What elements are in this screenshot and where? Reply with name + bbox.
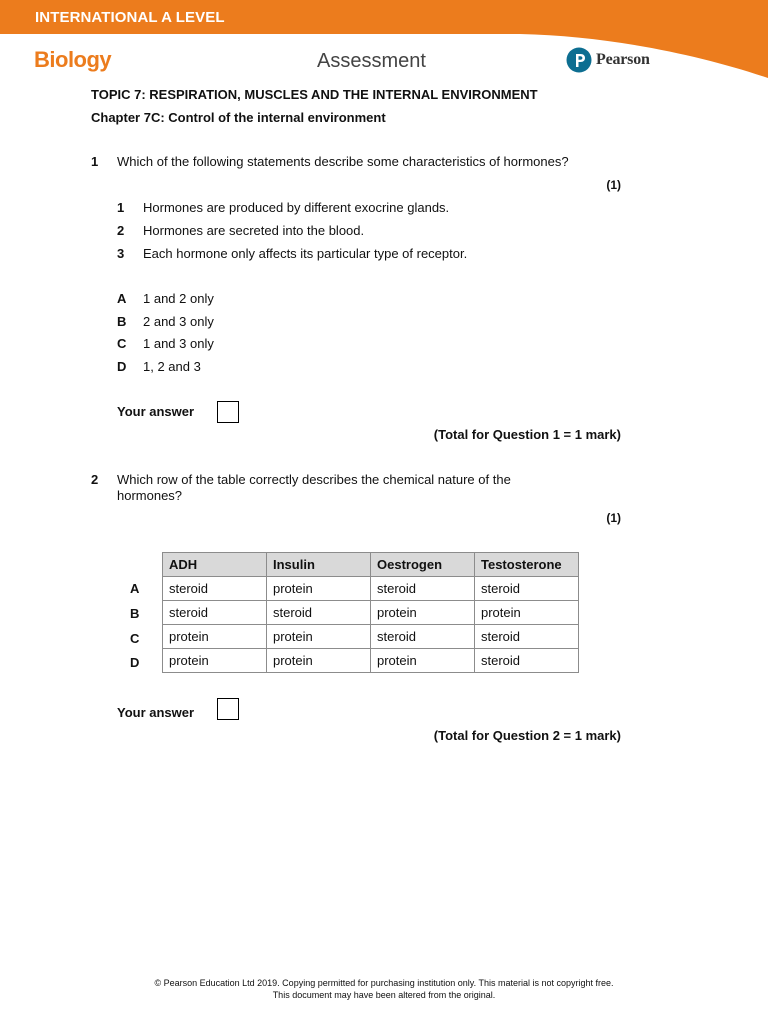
option-text: 1 and 2 only	[143, 291, 214, 306]
pearson-logo-icon	[566, 47, 592, 73]
option-letter: C	[117, 336, 127, 351]
table-header-cell: Oestrogen	[371, 553, 475, 577]
table-cell: steroid	[371, 625, 475, 649]
statement-text: Hormones are secreted into the blood.	[143, 223, 365, 238]
publisher-name: Pearson	[596, 51, 650, 68]
question-1-number: 1	[91, 154, 99, 169]
table-row	[163, 577, 579, 601]
doc-type-title: Assessment	[317, 50, 426, 72]
table-cell: protein	[267, 625, 371, 649]
question-2-text: Which row of the table correctly describes the chemical nature of the hormones?	[117, 472, 511, 503]
table-cell: protein	[475, 601, 579, 625]
question-2-answer-box[interactable]	[217, 698, 239, 720]
table-cell: protein	[371, 601, 475, 625]
question-2-marks: (1)	[606, 511, 621, 525]
option-letter: A	[117, 291, 127, 306]
table-header-cell: ADH	[163, 553, 267, 577]
topic-heading: TOPIC 7: RESPIRATION, MUSCLES AND THE INTERNAL ENVIRONMENT	[91, 87, 538, 102]
question-2-answer-label: Your answer	[117, 705, 195, 720]
question-1-answer-label: Your answer	[117, 404, 195, 419]
hormone-table	[162, 552, 579, 673]
question-1-answer-box[interactable]	[217, 401, 239, 423]
question-2-total: (Total for Question 2 = 1 mark)	[433, 728, 621, 743]
row-label: A	[130, 581, 140, 596]
copyright-footer	[0, 977, 768, 1001]
table-cell: protein	[267, 649, 371, 673]
question-1-total: (Total for Question 1 = 1 mark)	[433, 427, 621, 442]
subject-title: Biology	[34, 47, 112, 72]
chapter-heading: Chapter 7C: Control of the internal environment	[91, 110, 386, 125]
table-cell: steroid	[475, 649, 579, 673]
table-row	[163, 625, 579, 649]
statement-number: 3	[117, 246, 125, 261]
option-text: 1 and 3 only	[143, 336, 214, 351]
publisher-logo	[566, 47, 650, 73]
row-label: B	[130, 606, 140, 621]
question-1-marks: (1)	[606, 178, 621, 192]
option-letter: B	[117, 314, 127, 329]
table-cell: protein	[267, 577, 371, 601]
table-cell: steroid	[163, 577, 267, 601]
table-cell: steroid	[475, 577, 579, 601]
table-cell: steroid	[371, 577, 475, 601]
question-1-text: Which of the following statements describe some characteristics of hormones?	[117, 154, 569, 169]
row-label: D	[130, 655, 140, 670]
table-cell: steroid	[163, 601, 267, 625]
banner-label: INTERNATIONAL A LEVEL	[35, 9, 225, 26]
copyright-line: © Pearson Education Ltd 2019. Copying permitted for purchasing institution only. This material is not copyright free.	[154, 978, 614, 988]
statement-number: 1	[117, 200, 125, 215]
table-header-row	[163, 553, 579, 577]
table-header-cell: Testosterone	[475, 553, 579, 577]
table-cell: steroid	[267, 601, 371, 625]
table-row	[163, 601, 579, 625]
option-text: 1, 2 and 3	[143, 359, 201, 374]
statement-text: Each hormone only affects its particular type of receptor.	[143, 246, 468, 261]
question-2-number: 2	[91, 472, 99, 487]
option-letter: D	[117, 359, 127, 374]
alteration-notice: This document may have been altered from the original.	[272, 990, 496, 1000]
table-row	[163, 649, 579, 673]
option-text: 2 and 3 only	[143, 314, 214, 329]
statement-text: Hormones are produced by different exocrine glands.	[143, 200, 450, 215]
table-header-cell: Insulin	[267, 553, 371, 577]
table-cell: protein	[371, 649, 475, 673]
table-cell: protein	[163, 625, 267, 649]
statement-number: 2	[117, 223, 125, 238]
row-label: C	[130, 631, 140, 646]
table-cell: steroid	[475, 625, 579, 649]
table-cell: protein	[163, 649, 267, 673]
